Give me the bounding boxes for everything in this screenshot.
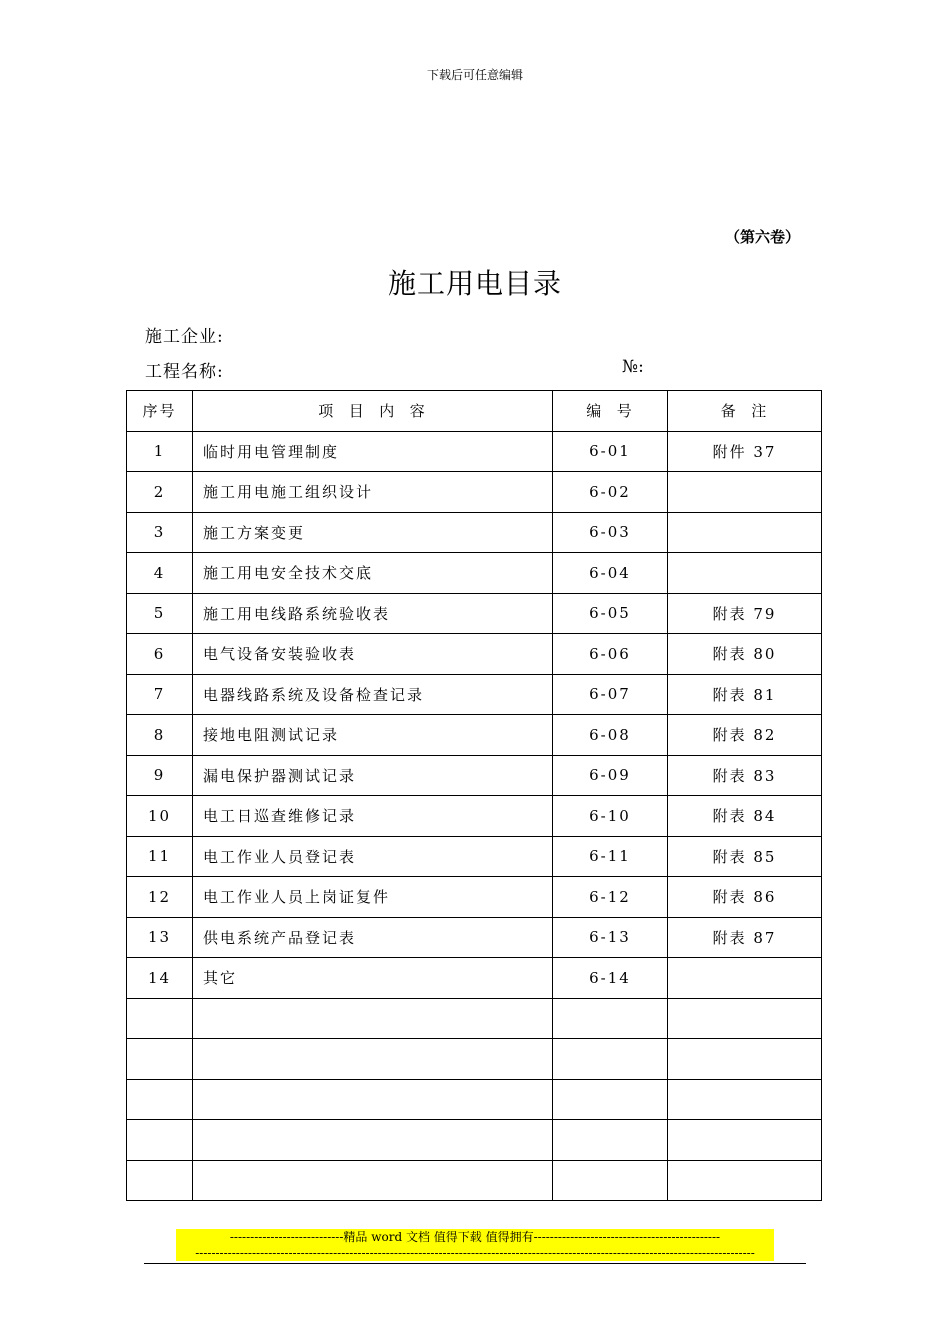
table-row	[127, 472, 822, 513]
cell-content: 施工用电线路系统验收表	[193, 593, 553, 634]
cell-content: 其它	[193, 958, 553, 999]
table-row	[127, 917, 822, 958]
cell-seq: 8	[127, 715, 193, 756]
table-row	[127, 796, 822, 837]
cell-content: 施工方案变更	[193, 512, 553, 553]
cell-seq	[127, 1039, 193, 1080]
cell-seq	[127, 1160, 193, 1201]
cell-seq	[127, 998, 193, 1039]
cell-remark: 附表 82	[668, 715, 822, 756]
cell-remark	[668, 998, 822, 1039]
company-label: 施工企业:	[145, 327, 224, 347]
cell-remark	[668, 1120, 822, 1161]
cell-code: 6-03	[553, 512, 668, 553]
cell-content	[193, 1160, 553, 1201]
cell-content: 电工日巡查维修记录	[193, 796, 553, 837]
document-number-label: №:	[622, 357, 644, 377]
cell-code: 6-01	[553, 431, 668, 472]
cell-content: 施工用电安全技术交底	[193, 553, 553, 594]
table-row	[127, 958, 822, 999]
cell-code: 6-10	[553, 796, 668, 837]
cell-content: 电气设备安装验收表	[193, 634, 553, 675]
table-row	[127, 998, 822, 1039]
cell-seq	[127, 1079, 193, 1120]
cell-seq: 1	[127, 431, 193, 472]
cell-code: 6-04	[553, 553, 668, 594]
cell-remark: 附表 87	[668, 917, 822, 958]
cell-seq: 5	[127, 593, 193, 634]
cell-content: 电工作业人员上岗证复件	[193, 877, 553, 918]
table-body	[127, 431, 822, 1201]
header-code: 编 号	[553, 391, 668, 432]
cell-code	[553, 1079, 668, 1120]
cell-seq: 2	[127, 472, 193, 513]
cell-code	[553, 1039, 668, 1080]
header-seq: 序号	[127, 391, 193, 432]
table-row	[127, 674, 822, 715]
cell-code: 6-12	[553, 877, 668, 918]
cell-code	[553, 1120, 668, 1161]
volume-label: （第六卷）	[725, 228, 801, 246]
table-row	[127, 431, 822, 472]
toc-table	[126, 390, 822, 1201]
cell-content: 电器线路系统及设备检查记录	[193, 674, 553, 715]
footer-banner	[176, 1229, 774, 1261]
footer-line-1: ----------------------------精品 word 文档 值得下载 值得拥有----------------------------------------------	[229, 1230, 721, 1244]
cell-seq	[127, 1120, 193, 1161]
cell-content: 临时用电管理制度	[193, 431, 553, 472]
cell-remark: 附表 84	[668, 796, 822, 837]
cell-seq: 11	[127, 836, 193, 877]
cell-remark: 附表 83	[668, 755, 822, 796]
cell-seq: 4	[127, 553, 193, 594]
table-header-row	[127, 391, 822, 432]
table-row	[127, 1120, 822, 1161]
cell-remark: 附表 86	[668, 877, 822, 918]
footer-divider	[144, 1263, 806, 1264]
cell-seq: 6	[127, 634, 193, 675]
cell-remark	[668, 1039, 822, 1080]
cell-remark: 附表 85	[668, 836, 822, 877]
cell-seq: 3	[127, 512, 193, 553]
cell-remark	[668, 958, 822, 999]
cell-content: 施工用电施工组织设计	[193, 472, 553, 513]
cell-code: 6-06	[553, 634, 668, 675]
cell-content	[193, 1120, 553, 1161]
cell-code: 6-05	[553, 593, 668, 634]
cell-remark: 附表 79	[668, 593, 822, 634]
project-name-label: 工程名称:	[145, 362, 224, 382]
cell-code: 6-14	[553, 958, 668, 999]
cell-seq: 9	[127, 755, 193, 796]
cell-remark: 附件 37	[668, 431, 822, 472]
cell-seq: 12	[127, 877, 193, 918]
cell-remark	[668, 1160, 822, 1201]
cell-remark: 附表 81	[668, 674, 822, 715]
table-row	[127, 512, 822, 553]
header-remark: 备 注	[668, 391, 822, 432]
cell-content: 电工作业人员登记表	[193, 836, 553, 877]
cell-content	[193, 1079, 553, 1120]
table-row	[127, 593, 822, 634]
cell-remark	[668, 512, 822, 553]
cell-code	[553, 998, 668, 1039]
table-row	[127, 634, 822, 675]
table-row	[127, 553, 822, 594]
cell-content: 供电系统产品登记表	[193, 917, 553, 958]
cell-code: 6-07	[553, 674, 668, 715]
header-content: 项 目 内 容	[193, 391, 553, 432]
cell-remark	[668, 472, 822, 513]
cell-remark	[668, 1079, 822, 1120]
table-row	[127, 755, 822, 796]
cell-content	[193, 1039, 553, 1080]
table-row	[127, 715, 822, 756]
cell-seq: 7	[127, 674, 193, 715]
cell-seq: 13	[127, 917, 193, 958]
table-row	[127, 1079, 822, 1120]
cell-code: 6-09	[553, 755, 668, 796]
cell-remark	[668, 553, 822, 594]
page-title: 施工用电目录	[387, 267, 562, 300]
cell-content: 漏电保护器测试记录	[193, 755, 553, 796]
table-row	[127, 877, 822, 918]
table-row	[127, 1039, 822, 1080]
cell-code	[553, 1160, 668, 1201]
footer-line-2: ------------------------------------------------------------------------------------------------------------------------------------------	[195, 1246, 755, 1260]
table-row	[127, 1160, 822, 1201]
cell-seq: 10	[127, 796, 193, 837]
cell-content	[193, 998, 553, 1039]
header-note: 下载后可任意编辑	[426, 68, 523, 82]
cell-content: 接地电阻测试记录	[193, 715, 553, 756]
cell-code: 6-11	[553, 836, 668, 877]
cell-seq: 14	[127, 958, 193, 999]
cell-remark: 附表 80	[668, 634, 822, 675]
cell-code: 6-02	[553, 472, 668, 513]
cell-code: 6-08	[553, 715, 668, 756]
table-row	[127, 836, 822, 877]
cell-code: 6-13	[553, 917, 668, 958]
